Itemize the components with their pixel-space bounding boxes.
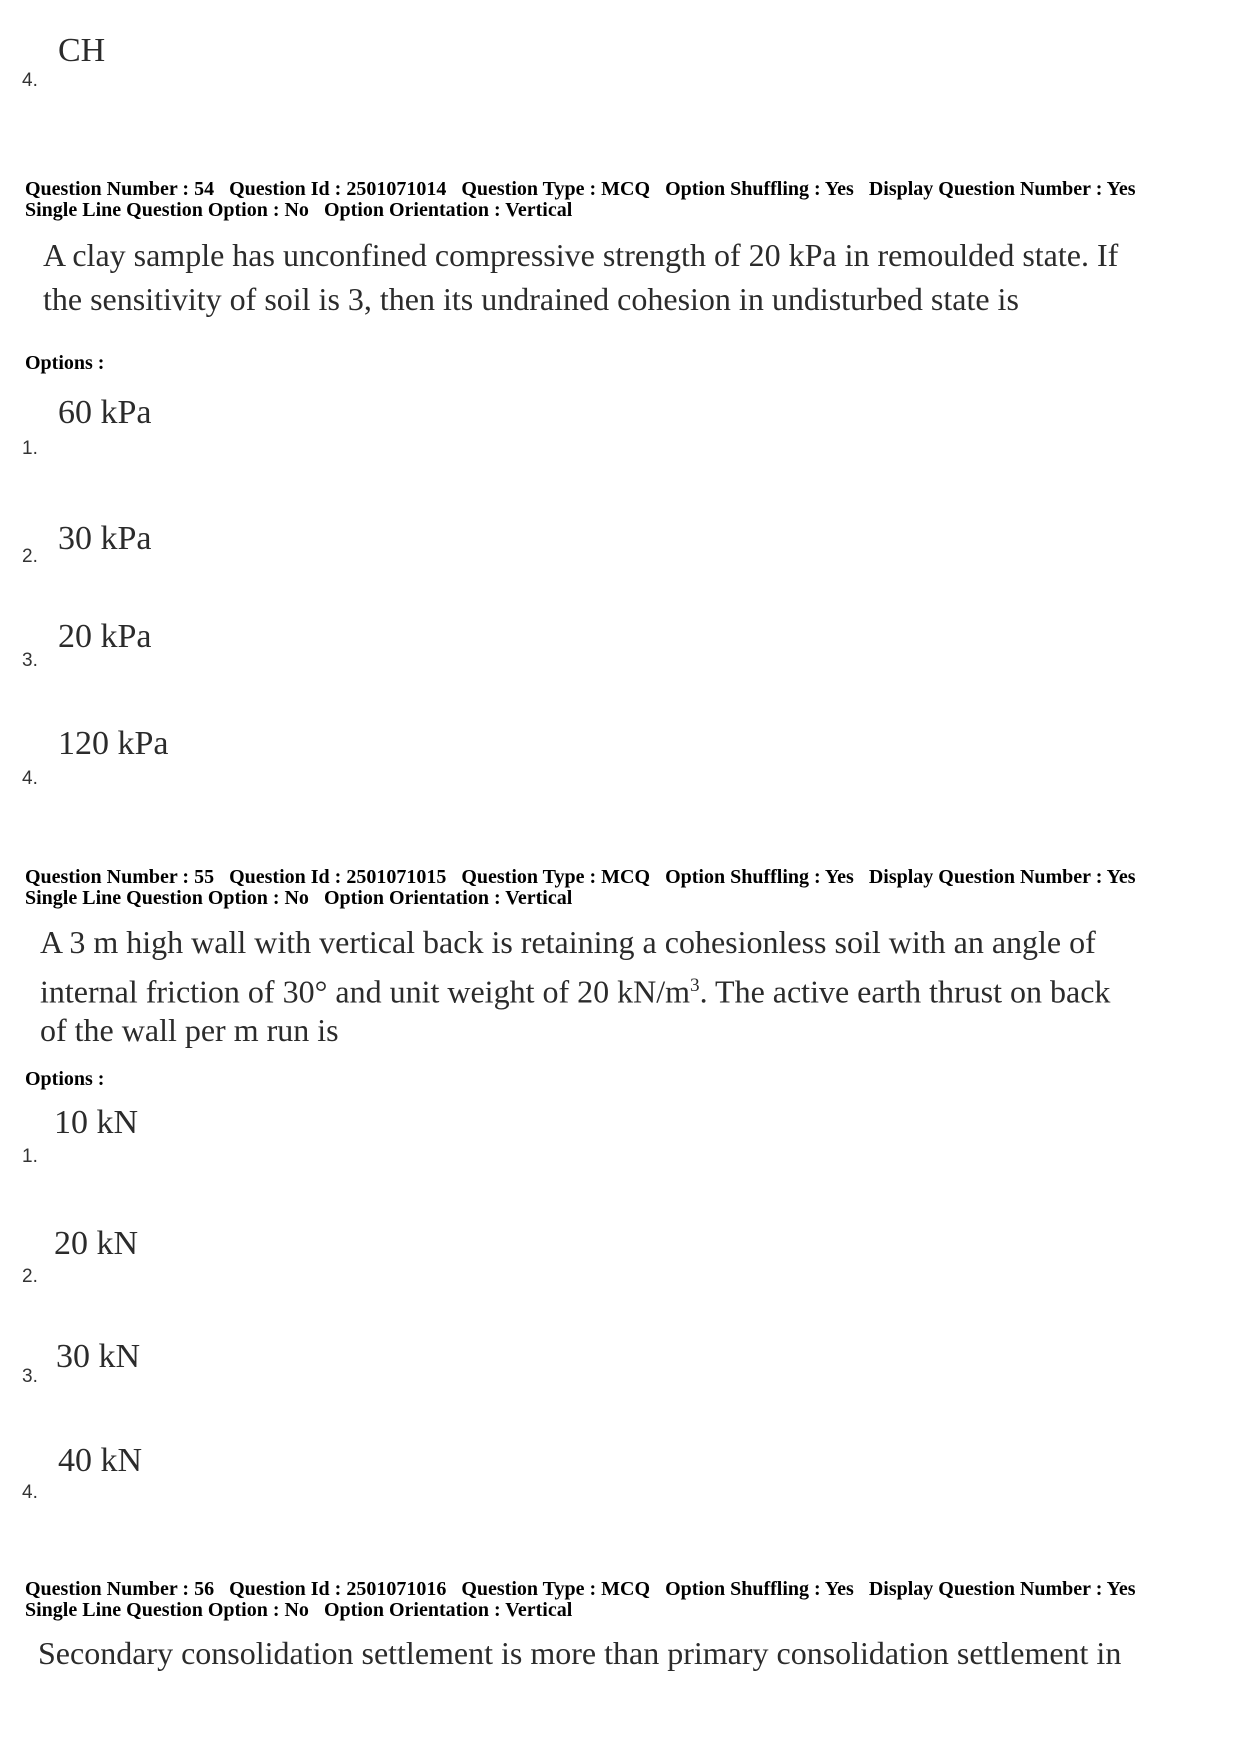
option-text: 10 kN [54,1104,139,1141]
question-55-text-line3: of the wall per m run is [40,1012,339,1048]
question-56-meta-line1: Question Number : 56 Question Id : 2501071016 Question Type : MCQ Option Shuffling : Yes Display Question Number : Yes [25,1578,1136,1600]
question-54-meta-line2: Single Line Question Option : No Option Orientation : Vertical [25,199,573,221]
option-number: 4. [22,768,38,789]
option-text: 120 kPa [58,725,169,762]
option-text: 40 kN [58,1442,143,1479]
option-text: 20 kPa [58,618,152,655]
question-56-text-line1: Secondary consolidation settlement is more than primary consolidation settlement in [38,1635,1122,1671]
question-56-meta-line2: Single Line Question Option : No Option Orientation : Vertical [25,1599,573,1621]
option-text: 20 kN [54,1225,139,1262]
question-54-meta-line1: Question Number : 54 Question Id : 2501071014 Question Type : MCQ Option Shuffling : Yes Display Question Number : Yes [25,178,1136,200]
option-number: 1. [22,438,38,459]
option-number: 4. [22,1482,38,1503]
option-number: 3. [22,650,38,671]
option-text: 60 kPa [58,394,152,431]
question-55-text-line2: internal friction of 30° and unit weight of 20 $kN/m^3$. The active earth thrust on back [40,973,1111,1010]
question-55-meta-line2: Single Line Question Option : No Option Orientation : Vertical [25,887,573,909]
option-number: 2. [22,1266,38,1287]
option-text: 30 kPa [58,520,152,557]
question-54-text-line1: A clay sample has unconfined compressive strength of 20 kPa in remoulded state. If [43,237,1119,273]
option-text: 30 kN [56,1338,141,1375]
question-54-text-line2: the sensitivity of soil is 3, then its undrained cohesion in undisturbed state is [43,281,1019,317]
prev-option-4-number: 4. [22,70,38,91]
question-54-options-label: Options : [25,352,105,374]
option-number: 1. [22,1146,38,1167]
prev-option-4-text: CH [58,32,106,69]
question-55-options-label: Options : [25,1068,105,1090]
option-number: 3. [22,1366,38,1387]
question-55-text-line1: A 3 m high wall with vertical back is retaining a cohesionless soil with an angle of [40,924,1096,960]
question-55-meta-line1: Question Number : 55 Question Id : 2501071015 Question Type : MCQ Option Shuffling : Yes Display Question Number : Yes [25,866,1136,888]
option-number: 2. [22,546,38,567]
